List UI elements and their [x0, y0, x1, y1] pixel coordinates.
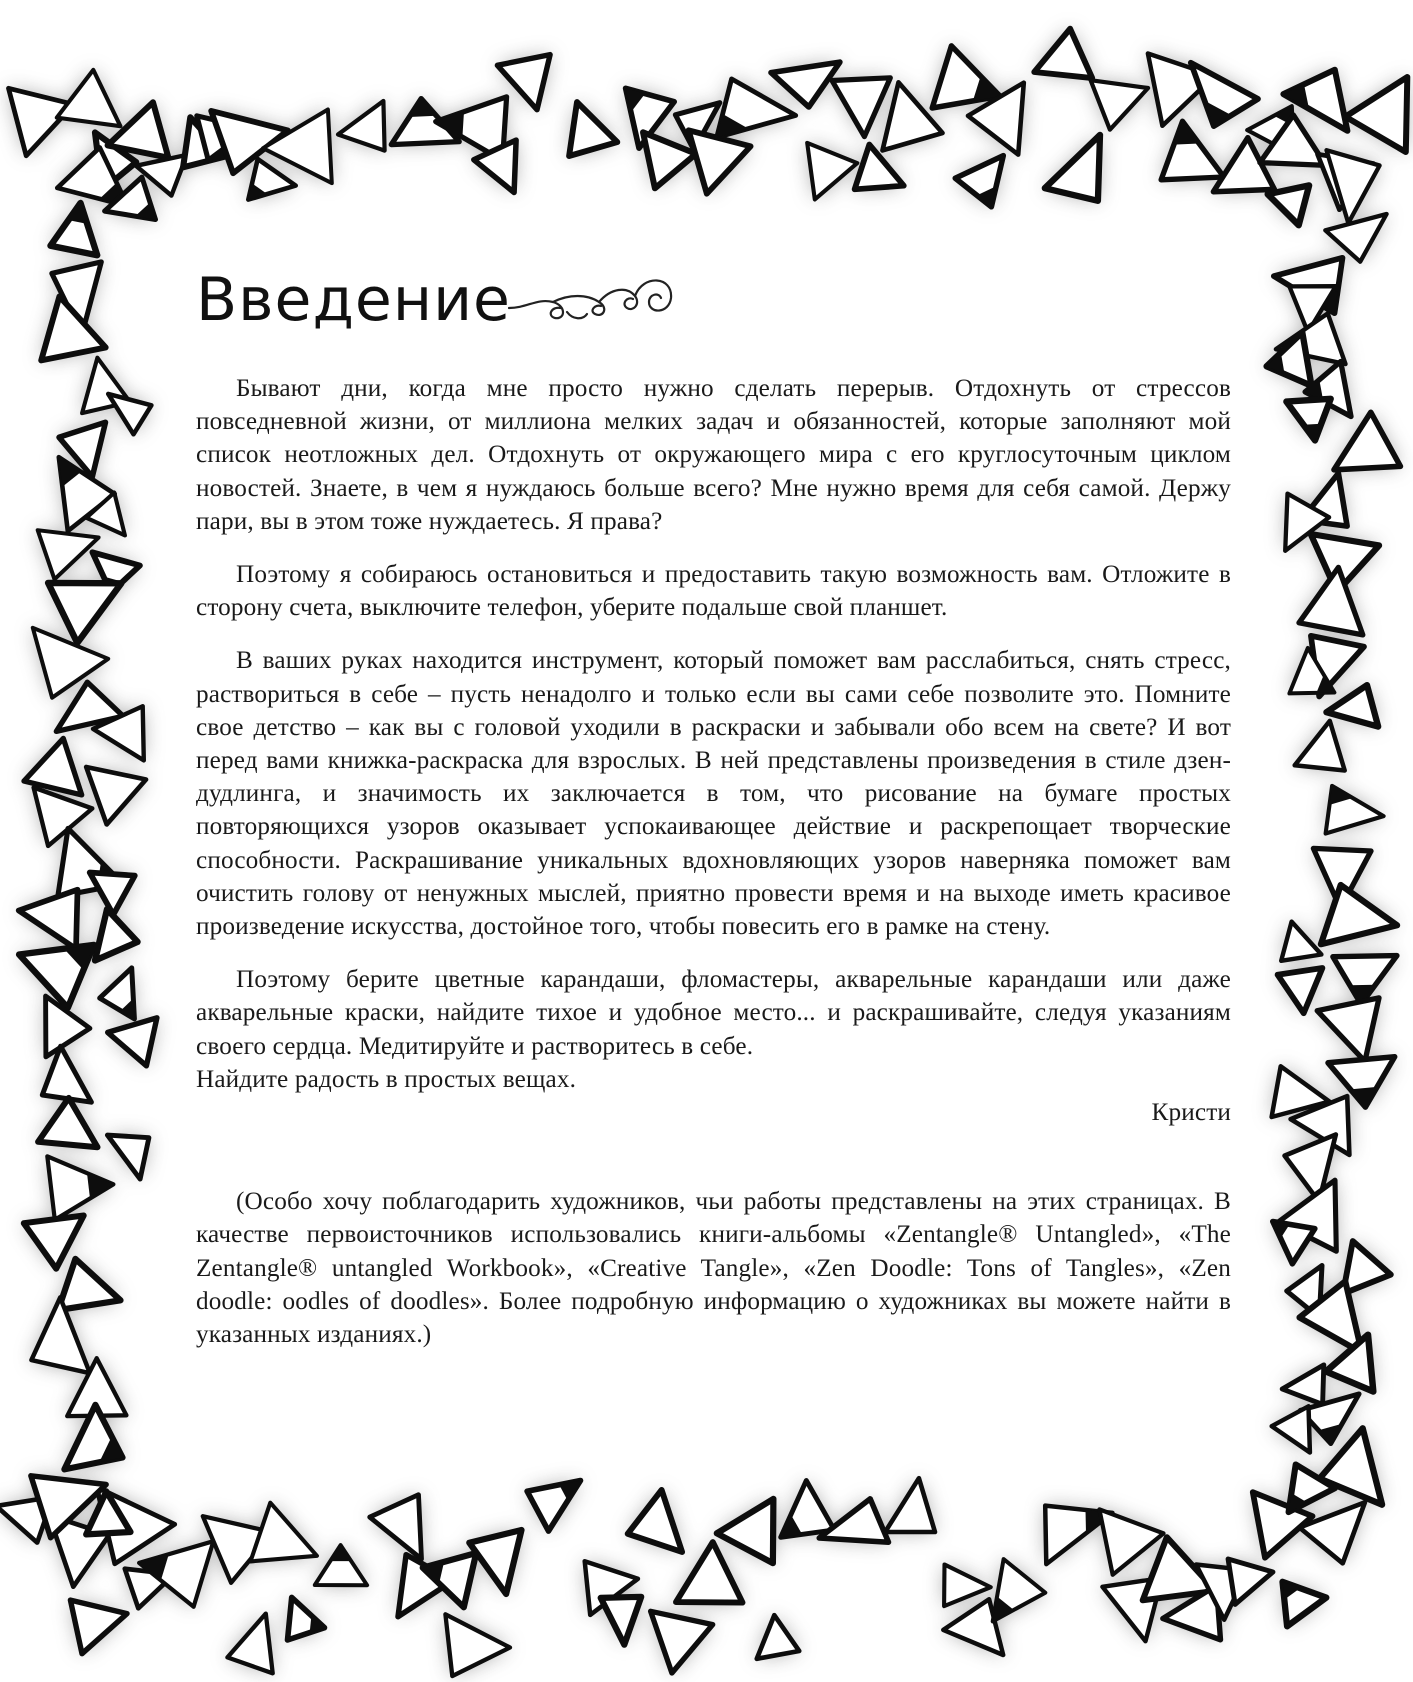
paragraph-3: В ваших руках находится инструмент, который поможет вам расслабиться, снять стресс, раствориться в себе – пусть ненадолго и только если вы сами себе позволите это. Помните свое детство – как вы с головой уходили в раскраски и забывали обо всем на свете? И вот перед вами книжка-раскраска для взрослых. В ней представлены произведения в стиле дзен-дудлинга, и значимость их заключается в том, что рисование на бумаге простых повторяющихся узоров оказывает успокаивающее действие и раскрепощает творческие способности. Раскрашивание уникальных вдохновляющих узоров наверняка поможет вам очистить голову от ненужных мыслей, приятно провести время и на выходе иметь красивое произведение искусства, достойное того, чтобы повесить его в рамке на стену. — [196, 647, 1231, 941]
paragraph-1: Бывают дни, когда мне просто нужно сделать перерыв. Отдохнуть от стрессов повседневной жизни, от миллиона мелких задач и обязанностей, которые заполняют мой список неотложных дел. Отдохнуть от окружающего мира с его круглосуточным циклом новостей. Знаете, в чем я нуждаюсь больше всего? Мне нужно время для себя самой. Держу пари, вы в этом тоже нуждаетесь. Я права? — [196, 375, 1231, 535]
paragraph-4: Поэтому берите цветные карандаши, фломастеры, акварельные карандаши или даже акварельные краски, найдите тихое и удобное место... и раскрашивайте, следуя указаниям своего сердца. Медитируйте и растворитесь в себе. — [196, 966, 1231, 1060]
acknowledgement-note: (Особо хочу поблагодарить художников, чьи работы представлены на этих страницах. В качестве первоисточников использовались книги-альбомы «Zentangle® Untangled», «The Zentangle® untangled Workbook», «Creative Tangle», «Zen Doodle: Tons of Tangles», «Zen doodle: oodles of doodles». Более подробную информацию о художниках вы можете найти в указанных изданиях.) — [196, 1188, 1231, 1349]
page-title: Введение — [196, 265, 511, 335]
signature: Кристи — [1151, 1099, 1231, 1127]
paragraph-2: Поэтому я собираюсь остановиться и предоставить такую возможность вам. Отложите в сторону счета, выключите телефон, уберите подальше свой планшет. — [196, 561, 1231, 622]
intro-text — [196, 372, 1231, 1351]
heading-row — [196, 240, 1231, 335]
swirl-flourish-icon — [507, 268, 677, 328]
closing-line: Найдите радость в простых вещах. — [196, 1065, 577, 1093]
